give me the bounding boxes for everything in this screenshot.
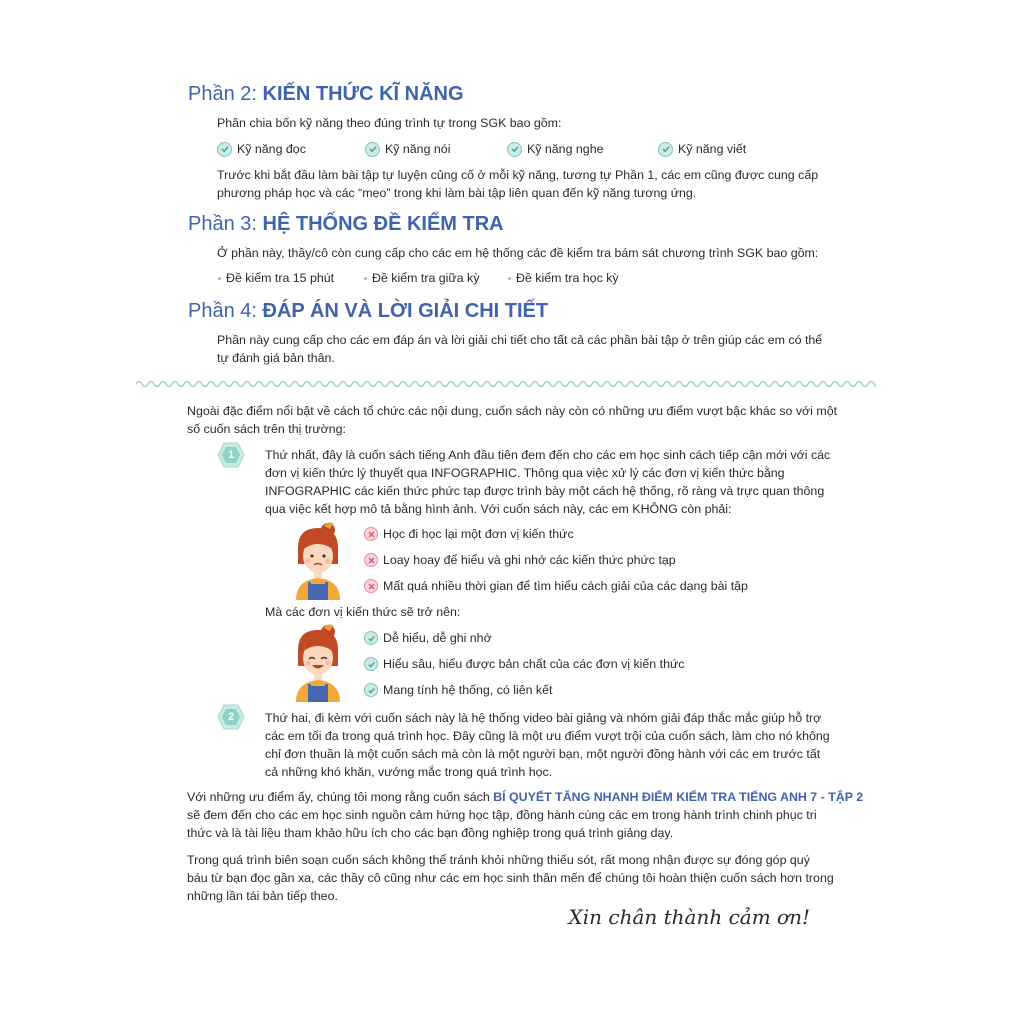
point1-line4: qua việc kết hợp mô tả bằng hình ảnh. Với cuốn sách này, các em KHÔNG còn phải: (265, 502, 732, 516)
bullet-icon (364, 277, 367, 280)
skill-item (217, 140, 306, 158)
check-icon (658, 142, 673, 157)
skill-label: Kỹ năng nói (385, 142, 451, 156)
point2-line1: Thứ hai, đi kèm với cuốn sách này là hệ thống video bài giảng và nhóm giải đáp thắc mắc giúp hỗ trợ (265, 711, 822, 725)
part2-desc-line1: Trước khi bắt đầu làm bài tập tự luyện củng cố ở mỗi kỹ năng, tương tự Phần 1, các em cũng được cung cấp (217, 168, 819, 182)
positive-label: Dễ hiểu, dễ ghi nhớ (383, 631, 492, 645)
closing1-pre: Với những ưu điểm ấy, chúng tôi mong rằng cuốn sách (187, 790, 494, 804)
part3-intro: Ở phần này, thầy/cô còn cung cấp cho các em hệ thống các đề kiểm tra bám sát chương trình SGK bao gồm: (217, 246, 819, 260)
hexagon-icon (217, 704, 245, 730)
part2-prefix: Phần 2: (188, 83, 263, 105)
point2-number: 2 (227, 711, 235, 723)
part4-line1: Phần này cung cấp cho các em đáp án và lời giải chi tiết cho tất cả các phần bài tập ở trên giúp các em có thể (217, 333, 823, 347)
intro-line1: Ngoài đặc điểm nổi bật về cách tổ chức các nội dung, cuốn sách này còn có những ưu điểm vượt bậc khác so với một (187, 404, 838, 418)
closing1-line2: sẽ đem đến cho các em học sinh nguồn cảm hứng học tập, đồng hành cùng các em trong hành trình chinh phục tri (187, 808, 817, 822)
test-label: Đề kiểm tra học kỳ (516, 271, 619, 285)
closing1-line3: thức và là tài liệu tham khảo hữu ích cho các bạn đồng nghiệp trong quá trình giảng dạy. (187, 826, 674, 840)
point1-line1: Thứ nhất, đây là cuốn sách tiếng Anh đầu tiên đem đến cho các em học sinh cách tiếp cận mới với các (265, 448, 831, 462)
hexagon-icon (217, 442, 245, 468)
part3-title: HỆ THỐNG ĐỀ KIỂM TRA (262, 213, 504, 235)
intro-line2: số cuốn sách trên thị trường: (187, 422, 346, 436)
bullet-icon (508, 277, 511, 280)
closing2-line1: Trong quá trình biên soạn cuốn sách không thể tránh khỏi những thiếu sót, rất mong nhận được sự đóng góp quý (187, 853, 810, 867)
part2-heading (188, 82, 464, 106)
check-icon (217, 142, 232, 157)
part2-title: KIẾN THỨC KĨ NĂNG (262, 83, 464, 105)
point1-line3: INFOGRAPHIC các kiến thức phức tạp được trình bày một cách hệ thống, rõ ràng và trực quan thông (265, 484, 825, 498)
closing1-line1 (187, 788, 863, 806)
negative-item (364, 551, 676, 569)
check-icon (364, 631, 378, 645)
negative-item (364, 577, 748, 595)
closing2-line2: báu từ bạn đọc gần xa, các thầy cô cũng như các em học sinh thân mến để chúng tôi hoàn thiện cuốn sách hơn trong (187, 871, 834, 885)
part4-prefix: Phần 4: (188, 300, 263, 322)
positive-item (364, 655, 684, 673)
skill-item (658, 140, 746, 158)
girl-happy-illustration (288, 622, 348, 702)
point1-number: 1 (227, 449, 235, 461)
point2-line4: cả những khó khăn, vướng mắc trong quá trình học. (265, 765, 553, 779)
closing2-line3: những lần tái bản tiếp theo. (187, 889, 338, 903)
point1-line2: đơn vị kiến thức lý thuyết qua INFOGRAPHIC. Thông qua việc xử lý các đơn vị kiến thức bằng (265, 466, 785, 480)
positive-item (364, 681, 552, 699)
negative-item (364, 525, 574, 543)
thanks-signature: Xin chân thành cảm ơn! (568, 905, 810, 929)
test-item (508, 271, 619, 285)
part4-heading (188, 299, 548, 323)
check-icon (507, 142, 522, 157)
check-icon (365, 142, 380, 157)
part4-line2: tự đánh giá bản thân. (217, 351, 335, 365)
cross-icon (364, 553, 378, 567)
part2-desc-line2: phương pháp học và các “mẹo” trong khi làm bài tập liên quan đến kỹ năng tương ứng. (217, 186, 697, 200)
skill-label: Kỹ năng viết (678, 142, 747, 156)
check-icon (364, 683, 378, 697)
part2-intro: Phân chia bốn kỹ năng theo đúng trình tự trong SGK bao gồm: (217, 116, 562, 130)
point1-transition: Mà các đơn vị kiến thức sẽ trở nên: (265, 605, 461, 619)
positive-label: Mang tính hệ thống, có liên kết (383, 683, 553, 697)
positive-label: Hiểu sâu, hiểu được bản chất của các đơn vị kiến thức (383, 657, 685, 671)
part3-heading (188, 212, 504, 236)
skill-item (365, 140, 450, 158)
skill-item (507, 140, 603, 158)
test-item (364, 271, 479, 285)
part4-title: ĐÁP ÁN VÀ LỜI GIẢI CHI TIẾT (262, 300, 549, 322)
negative-label: Học đi học lại một đơn vị kiến thức (383, 527, 574, 541)
cross-icon (364, 579, 378, 593)
test-item (218, 271, 334, 285)
bullet-icon (218, 277, 221, 280)
test-label: Đề kiểm tra giữa kỳ (372, 271, 480, 285)
book-title: BÍ QUYẾT TĂNG NHANH ĐIỂM KIỂM TRA TIẾNG ANH 7 - TẬP 2 (493, 790, 864, 804)
cross-icon (364, 527, 378, 541)
skill-label: Kỹ năng nghe (527, 142, 604, 156)
positive-item (364, 629, 492, 647)
negative-label: Loay hoay để hiểu và ghi nhớ các kiến thức phức tạp (383, 553, 676, 567)
point2-line3: chỉ đơn thuần là một cuốn sách mà còn là một người bạn, một người đồng hành với các em trước tất (265, 747, 821, 761)
wave-divider (136, 377, 876, 391)
negative-label: Mất quá nhiều thời gian để tìm hiểu cách giải của các dạng bài tập (383, 579, 748, 593)
part3-prefix: Phần 3: (188, 213, 263, 235)
girl-sad-illustration (288, 520, 348, 600)
point2-line2: các em tối đa trong quá trình học. Đây cũng là một ưu điểm vượt trội của cuốn sách, làm cho nó không (265, 729, 830, 743)
test-label: Đề kiểm tra 15 phút (226, 271, 335, 285)
skill-label: Kỹ năng đọc (237, 142, 306, 156)
check-icon (364, 657, 378, 671)
